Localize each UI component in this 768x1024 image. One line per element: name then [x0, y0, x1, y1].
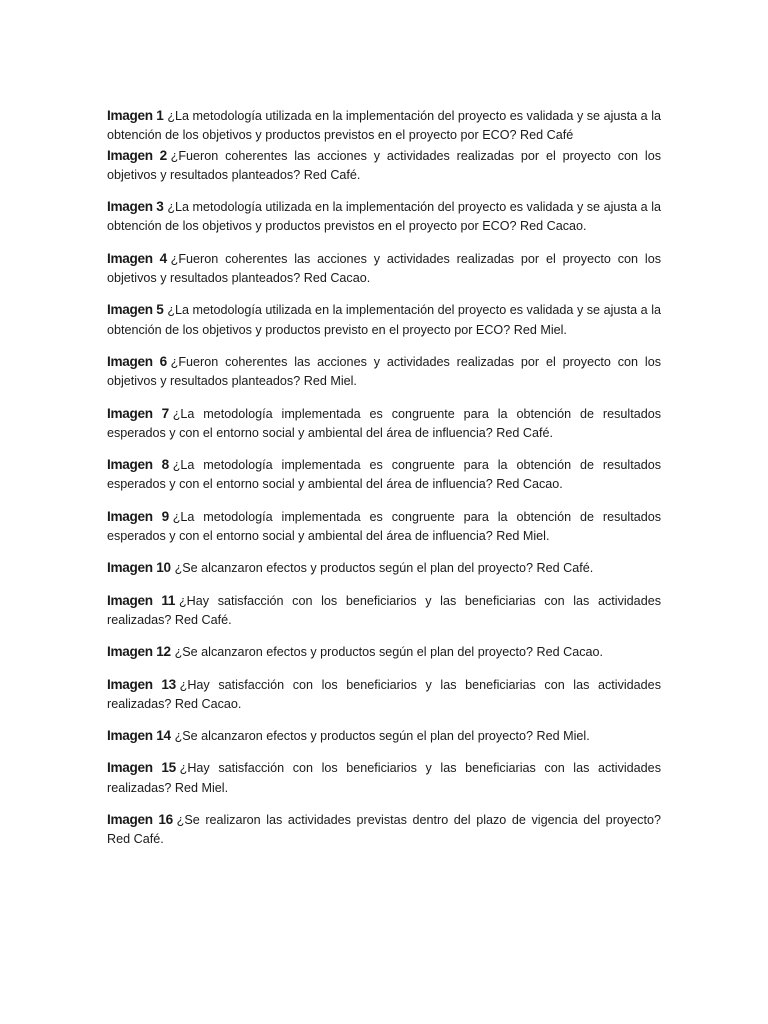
- entry-text: ¿Hay satisfacción con los beneficiarios y las beneficiarias con las actividades realizadas? Red Café.: [107, 593, 661, 627]
- entry-text: ¿La metodología implementada es congruente para la obtención de resultados esperados y con el entorno social y ambiental del área de influencia? Red Café.: [107, 406, 661, 440]
- entry-text: ¿La metodología implementada es congruente para la obtención de resultados esperados y con el entorno social y ambiental del área de influencia? Red Miel.: [107, 509, 661, 544]
- entry-imagen-11: [107, 591, 661, 631]
- entry-label: Imagen 11: [107, 592, 176, 608]
- entry-text: ¿La metodología utilizada en la implementación del proyecto es validada y se ajusta a la obtención de los objetivos y productos previstos en el proyecto por ECO? Red Cacao.: [107, 200, 661, 234]
- entry-imagen-4: [107, 249, 661, 289]
- entry-text: ¿Hay satisfacción con los beneficiarios y las beneficiarias con las actividades realizadas? Red Miel.: [107, 761, 661, 795]
- entry-imagen-6: [107, 352, 661, 392]
- entry-text: ¿Fueron coherentes las acciones y actividades realizadas por el proyecto con los objetivos y resultados planteados? Red Miel.: [107, 354, 661, 389]
- entry-imagen-1: [107, 106, 661, 146]
- entry-imagen-10: [107, 558, 661, 578]
- entry-imagen-13: [107, 675, 661, 715]
- entry-label: Imagen 5: [107, 302, 164, 318]
- entry-imagen-9: [107, 507, 661, 547]
- entry-label: Imagen 14: [107, 728, 171, 744]
- entry-imagen-8: [107, 455, 661, 495]
- document-page: [107, 106, 661, 850]
- entry-text: ¿Se alcanzaron efectos y productos según el plan del proyecto? Red Café.: [174, 561, 594, 576]
- entry-imagen-5: [107, 300, 661, 340]
- entry-text: ¿La metodología utilizada en la implementación del proyecto es validada y se ajusta a la obtención de los objetivos y productos previstos en el proyecto por ECO? Red Café: [107, 109, 661, 143]
- entry-text: ¿Se alcanzaron efectos y productos según el plan del proyecto? Red Miel.: [174, 729, 590, 744]
- entry-label: Imagen 8: [107, 457, 169, 473]
- entry-imagen-12: [107, 642, 661, 662]
- entry-label: Imagen 4: [107, 250, 167, 266]
- entry-text: ¿La metodología utilizada en la implementación del proyecto es validada y se ajusta a la obtención de los objetivos y productos previsto en el proyecto por ECO? Red Miel.: [107, 303, 661, 337]
- entry-label: Imagen 9: [107, 508, 169, 524]
- entry-label: Imagen 13: [107, 676, 176, 692]
- entry-imagen-7: [107, 404, 661, 444]
- entry-label: Imagen 1: [107, 108, 164, 123]
- entry-imagen-3: [107, 197, 661, 237]
- entry-imagen-2: [107, 146, 661, 186]
- entry-label: Imagen 2: [107, 147, 167, 163]
- entry-label: Imagen 6: [107, 353, 167, 369]
- entry-imagen-14: [107, 726, 661, 746]
- entry-text: ¿Hay satisfacción con los beneficiarios y las beneficiarias con las actividades realizadas? Red Cacao.: [107, 677, 661, 711]
- entry-text: ¿Se realizaron las actividades previstas dentro del plazo de vigencia del proyecto? Red Café.: [107, 813, 661, 847]
- entry-label: Imagen 3: [107, 199, 164, 215]
- entry-imagen-16: [107, 810, 661, 850]
- entry-label: Imagen 15: [107, 760, 176, 776]
- entry-label: Imagen 7: [107, 405, 169, 421]
- entry-text: ¿La metodología implementada es congruente para la obtención de resultados esperados y con el entorno social y ambiental del área de influencia? Red Cacao.: [107, 458, 661, 492]
- entry-text: ¿Fueron coherentes las acciones y actividades realizadas por el proyecto con los objetivos y resultados planteados? Red Café.: [107, 148, 661, 182]
- entry-text: ¿Se alcanzaron efectos y productos según el plan del proyecto? Red Cacao.: [174, 645, 604, 660]
- entry-text: ¿Fueron coherentes las acciones y actividades realizadas por el proyecto con los objetivos y resultados planteados? Red Cacao.: [107, 251, 661, 286]
- entry-imagen-15: [107, 758, 661, 798]
- entry-label: Imagen 10: [107, 560, 171, 576]
- entry-label: Imagen 16: [107, 812, 173, 828]
- entry-label: Imagen 12: [107, 644, 171, 660]
